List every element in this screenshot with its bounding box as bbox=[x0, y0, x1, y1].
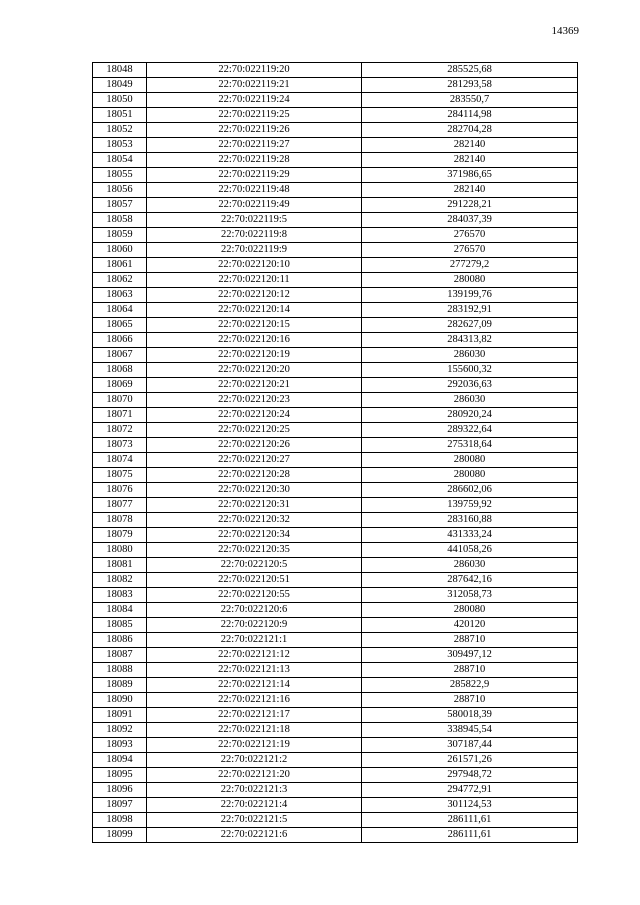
table-row bbox=[93, 813, 578, 828]
registry-table-body bbox=[93, 63, 578, 843]
row-number-cell: 18092 bbox=[93, 723, 147, 738]
value-cell: 283550,7 bbox=[362, 93, 578, 108]
row-number-cell: 18056 bbox=[93, 183, 147, 198]
cadastral-number-cell: 22:70:022120:31 bbox=[147, 498, 362, 513]
row-number-cell: 18098 bbox=[93, 813, 147, 828]
value-cell: 338945,54 bbox=[362, 723, 578, 738]
row-number-cell: 18068 bbox=[93, 363, 147, 378]
cadastral-number-cell: 22:70:022119:26 bbox=[147, 123, 362, 138]
cadastral-number-cell: 22:70:022120:25 bbox=[147, 423, 362, 438]
row-number-cell: 18058 bbox=[93, 213, 147, 228]
table-row bbox=[93, 363, 578, 378]
value-cell: 276570 bbox=[362, 228, 578, 243]
cadastral-number-cell: 22:70:022120:20 bbox=[147, 363, 362, 378]
value-cell: 288710 bbox=[362, 693, 578, 708]
cadastral-number-cell: 22:70:022119:27 bbox=[147, 138, 362, 153]
cadastral-number-cell: 22:70:022121:5 bbox=[147, 813, 362, 828]
value-cell: 301124,53 bbox=[362, 798, 578, 813]
value-cell: 282140 bbox=[362, 183, 578, 198]
value-cell: 312058,73 bbox=[362, 588, 578, 603]
value-cell: 282704,28 bbox=[362, 123, 578, 138]
row-number-cell: 18089 bbox=[93, 678, 147, 693]
cadastral-number-cell: 22:70:022120:34 bbox=[147, 528, 362, 543]
table-row bbox=[93, 333, 578, 348]
table-row bbox=[93, 348, 578, 363]
row-number-cell: 18075 bbox=[93, 468, 147, 483]
table-row bbox=[93, 498, 578, 513]
table-row bbox=[93, 618, 578, 633]
value-cell: 287642,16 bbox=[362, 573, 578, 588]
cadastral-number-cell: 22:70:022120:35 bbox=[147, 543, 362, 558]
row-number-cell: 18074 bbox=[93, 453, 147, 468]
row-number-cell: 18070 bbox=[93, 393, 147, 408]
value-cell: 420120 bbox=[362, 618, 578, 633]
cadastral-number-cell: 22:70:022120:15 bbox=[147, 318, 362, 333]
cadastral-number-cell: 22:70:022120:16 bbox=[147, 333, 362, 348]
table-row bbox=[93, 678, 578, 693]
value-cell: 282140 bbox=[362, 138, 578, 153]
value-cell: 281293,58 bbox=[362, 78, 578, 93]
cadastral-number-cell: 22:70:022119:9 bbox=[147, 243, 362, 258]
value-cell: 286111,61 bbox=[362, 813, 578, 828]
cadastral-number-cell: 22:70:022119:21 bbox=[147, 78, 362, 93]
row-number-cell: 18084 bbox=[93, 603, 147, 618]
row-number-cell: 18095 bbox=[93, 768, 147, 783]
row-number-cell: 18066 bbox=[93, 333, 147, 348]
value-cell: 286111,61 bbox=[362, 828, 578, 843]
cadastral-number-cell: 22:70:022121:4 bbox=[147, 798, 362, 813]
table-row bbox=[93, 183, 578, 198]
cadastral-number-cell: 22:70:022119:48 bbox=[147, 183, 362, 198]
table-row bbox=[93, 708, 578, 723]
value-cell: 283160,88 bbox=[362, 513, 578, 528]
table-row bbox=[93, 93, 578, 108]
table-row bbox=[93, 468, 578, 483]
table-row bbox=[93, 828, 578, 843]
value-cell: 280080 bbox=[362, 453, 578, 468]
value-cell: 284037,39 bbox=[362, 213, 578, 228]
table-row bbox=[93, 633, 578, 648]
value-cell: 288710 bbox=[362, 663, 578, 678]
page-number: 14369 bbox=[551, 25, 579, 37]
value-cell: 275318,64 bbox=[362, 438, 578, 453]
value-cell: 291228,21 bbox=[362, 198, 578, 213]
value-cell: 285525,68 bbox=[362, 63, 578, 78]
table-row bbox=[93, 78, 578, 93]
row-number-cell: 18076 bbox=[93, 483, 147, 498]
row-number-cell: 18072 bbox=[93, 423, 147, 438]
registry-table bbox=[92, 62, 578, 843]
value-cell: 139759,92 bbox=[362, 498, 578, 513]
cadastral-number-cell: 22:70:022120:28 bbox=[147, 468, 362, 483]
value-cell: 155600,32 bbox=[362, 363, 578, 378]
cadastral-number-cell: 22:70:022120:23 bbox=[147, 393, 362, 408]
cadastral-number-cell: 22:70:022119:20 bbox=[147, 63, 362, 78]
table-row bbox=[93, 288, 578, 303]
row-number-cell: 18077 bbox=[93, 498, 147, 513]
row-number-cell: 18099 bbox=[93, 828, 147, 843]
cadastral-number-cell: 22:70:022121:17 bbox=[147, 708, 362, 723]
row-number-cell: 18073 bbox=[93, 438, 147, 453]
table-row bbox=[93, 768, 578, 783]
cadastral-number-cell: 22:70:022119:24 bbox=[147, 93, 362, 108]
table-row bbox=[93, 123, 578, 138]
value-cell: 292036,63 bbox=[362, 378, 578, 393]
cadastral-number-cell: 22:70:022121:1 bbox=[147, 633, 362, 648]
table-row bbox=[93, 588, 578, 603]
cadastral-number-cell: 22:70:022121:13 bbox=[147, 663, 362, 678]
value-cell: 282140 bbox=[362, 153, 578, 168]
row-number-cell: 18071 bbox=[93, 408, 147, 423]
cadastral-number-cell: 22:70:022120:14 bbox=[147, 303, 362, 318]
row-number-cell: 18051 bbox=[93, 108, 147, 123]
row-number-cell: 18060 bbox=[93, 243, 147, 258]
table-row bbox=[93, 663, 578, 678]
row-number-cell: 18062 bbox=[93, 273, 147, 288]
value-cell: 286030 bbox=[362, 348, 578, 363]
table-row bbox=[93, 693, 578, 708]
value-cell: 283192,91 bbox=[362, 303, 578, 318]
table-row bbox=[93, 243, 578, 258]
table-row bbox=[93, 573, 578, 588]
value-cell: 294772,91 bbox=[362, 783, 578, 798]
table-row bbox=[93, 138, 578, 153]
table-row bbox=[93, 723, 578, 738]
value-cell: 284114,98 bbox=[362, 108, 578, 123]
row-number-cell: 18059 bbox=[93, 228, 147, 243]
cadastral-number-cell: 22:70:022120:9 bbox=[147, 618, 362, 633]
row-number-cell: 18064 bbox=[93, 303, 147, 318]
cadastral-number-cell: 22:70:022121:2 bbox=[147, 753, 362, 768]
row-number-cell: 18085 bbox=[93, 618, 147, 633]
row-number-cell: 18063 bbox=[93, 288, 147, 303]
row-number-cell: 18065 bbox=[93, 318, 147, 333]
row-number-cell: 18081 bbox=[93, 558, 147, 573]
row-number-cell: 18086 bbox=[93, 633, 147, 648]
table-row bbox=[93, 603, 578, 618]
table-row bbox=[93, 303, 578, 318]
cadastral-number-cell: 22:70:022120:5 bbox=[147, 558, 362, 573]
table-row bbox=[93, 393, 578, 408]
value-cell: 286030 bbox=[362, 393, 578, 408]
cadastral-number-cell: 22:70:022121:16 bbox=[147, 693, 362, 708]
table-row bbox=[93, 483, 578, 498]
table-row bbox=[93, 783, 578, 798]
cadastral-number-cell: 22:70:022120:19 bbox=[147, 348, 362, 363]
table-row bbox=[93, 198, 578, 213]
row-number-cell: 18093 bbox=[93, 738, 147, 753]
value-cell: 285822,9 bbox=[362, 678, 578, 693]
value-cell: 280080 bbox=[362, 273, 578, 288]
cadastral-number-cell: 22:70:022120:30 bbox=[147, 483, 362, 498]
cadastral-number-cell: 22:70:022121:19 bbox=[147, 738, 362, 753]
cadastral-number-cell: 22:70:022120:11 bbox=[147, 273, 362, 288]
row-number-cell: 18067 bbox=[93, 348, 147, 363]
row-number-cell: 18054 bbox=[93, 153, 147, 168]
value-cell: 297948,72 bbox=[362, 768, 578, 783]
cadastral-number-cell: 22:70:022120:12 bbox=[147, 288, 362, 303]
cadastral-number-cell: 22:70:022120:32 bbox=[147, 513, 362, 528]
value-cell: 280080 bbox=[362, 603, 578, 618]
cadastral-number-cell: 22:70:022120:27 bbox=[147, 453, 362, 468]
value-cell: 284313,82 bbox=[362, 333, 578, 348]
cadastral-number-cell: 22:70:022119:29 bbox=[147, 168, 362, 183]
row-number-cell: 18050 bbox=[93, 93, 147, 108]
value-cell: 139199,76 bbox=[362, 288, 578, 303]
value-cell: 280080 bbox=[362, 468, 578, 483]
row-number-cell: 18052 bbox=[93, 123, 147, 138]
cadastral-number-cell: 22:70:022120:10 bbox=[147, 258, 362, 273]
cadastral-number-cell: 22:70:022120:21 bbox=[147, 378, 362, 393]
row-number-cell: 18049 bbox=[93, 78, 147, 93]
cadastral-number-cell: 22:70:022121:3 bbox=[147, 783, 362, 798]
row-number-cell: 18061 bbox=[93, 258, 147, 273]
cadastral-number-cell: 22:70:022119:49 bbox=[147, 198, 362, 213]
value-cell: 309497,12 bbox=[362, 648, 578, 663]
cadastral-number-cell: 22:70:022119:28 bbox=[147, 153, 362, 168]
row-number-cell: 18069 bbox=[93, 378, 147, 393]
value-cell: 277279,2 bbox=[362, 258, 578, 273]
table-row bbox=[93, 318, 578, 333]
cadastral-number-cell: 22:70:022120:51 bbox=[147, 573, 362, 588]
table-row bbox=[93, 63, 578, 78]
cadastral-number-cell: 22:70:022121:20 bbox=[147, 768, 362, 783]
row-number-cell: 18087 bbox=[93, 648, 147, 663]
row-number-cell: 18078 bbox=[93, 513, 147, 528]
table-row bbox=[93, 513, 578, 528]
row-number-cell: 18048 bbox=[93, 63, 147, 78]
table-row bbox=[93, 228, 578, 243]
table-row bbox=[93, 558, 578, 573]
value-cell: 431333,24 bbox=[362, 528, 578, 543]
cadastral-number-cell: 22:70:022121:18 bbox=[147, 723, 362, 738]
table-row bbox=[93, 273, 578, 288]
value-cell: 580018,39 bbox=[362, 708, 578, 723]
value-cell: 289322,64 bbox=[362, 423, 578, 438]
value-cell: 282627,09 bbox=[362, 318, 578, 333]
row-number-cell: 18094 bbox=[93, 753, 147, 768]
cadastral-number-cell: 22:70:022121:14 bbox=[147, 678, 362, 693]
row-number-cell: 18079 bbox=[93, 528, 147, 543]
cadastral-number-cell: 22:70:022121:6 bbox=[147, 828, 362, 843]
cadastral-number-cell: 22:70:022120:24 bbox=[147, 408, 362, 423]
value-cell: 286602,06 bbox=[362, 483, 578, 498]
table-row bbox=[93, 153, 578, 168]
cadastral-number-cell: 22:70:022120:6 bbox=[147, 603, 362, 618]
row-number-cell: 18055 bbox=[93, 168, 147, 183]
value-cell: 276570 bbox=[362, 243, 578, 258]
table-row bbox=[93, 798, 578, 813]
row-number-cell: 18080 bbox=[93, 543, 147, 558]
table-row bbox=[93, 378, 578, 393]
table-row bbox=[93, 543, 578, 558]
value-cell: 441058,26 bbox=[362, 543, 578, 558]
value-cell: 307187,44 bbox=[362, 738, 578, 753]
cadastral-number-cell: 22:70:022119:25 bbox=[147, 108, 362, 123]
row-number-cell: 18053 bbox=[93, 138, 147, 153]
value-cell: 280920,24 bbox=[362, 408, 578, 423]
table-row bbox=[93, 438, 578, 453]
table-row bbox=[93, 168, 578, 183]
row-number-cell: 18082 bbox=[93, 573, 147, 588]
value-cell: 261571,26 bbox=[362, 753, 578, 768]
cadastral-number-cell: 22:70:022120:26 bbox=[147, 438, 362, 453]
row-number-cell: 18091 bbox=[93, 708, 147, 723]
table-row bbox=[93, 738, 578, 753]
value-cell: 286030 bbox=[362, 558, 578, 573]
cadastral-number-cell: 22:70:022119:5 bbox=[147, 213, 362, 228]
table-row bbox=[93, 258, 578, 273]
table-row bbox=[93, 108, 578, 123]
table-row bbox=[93, 213, 578, 228]
table-row bbox=[93, 753, 578, 768]
table-row bbox=[93, 408, 578, 423]
row-number-cell: 18083 bbox=[93, 588, 147, 603]
table-row bbox=[93, 528, 578, 543]
table-row bbox=[93, 423, 578, 438]
cadastral-number-cell: 22:70:022119:8 bbox=[147, 228, 362, 243]
table-row bbox=[93, 453, 578, 468]
cadastral-number-cell: 22:70:022121:12 bbox=[147, 648, 362, 663]
value-cell: 371986,65 bbox=[362, 168, 578, 183]
row-number-cell: 18088 bbox=[93, 663, 147, 678]
value-cell: 288710 bbox=[362, 633, 578, 648]
row-number-cell: 18057 bbox=[93, 198, 147, 213]
row-number-cell: 18097 bbox=[93, 798, 147, 813]
cadastral-number-cell: 22:70:022120:55 bbox=[147, 588, 362, 603]
table-row bbox=[93, 648, 578, 663]
row-number-cell: 18090 bbox=[93, 693, 147, 708]
row-number-cell: 18096 bbox=[93, 783, 147, 798]
